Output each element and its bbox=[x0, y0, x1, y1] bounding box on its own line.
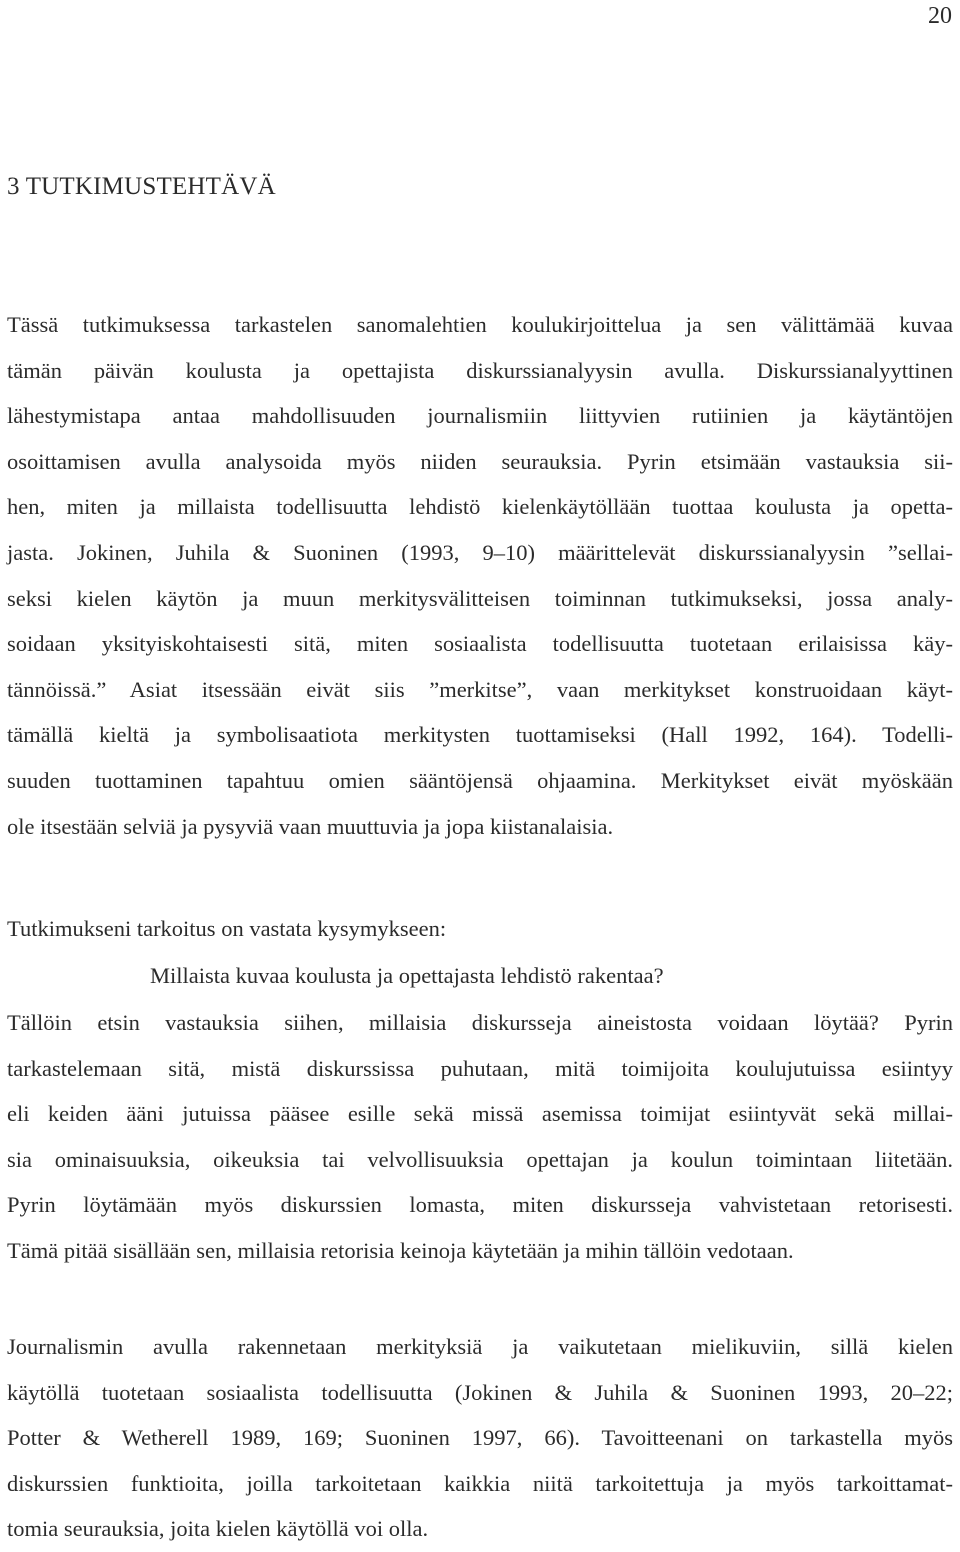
text-line: soidaan yksityiskohtaisesti sitä, miten sosiaalista todellisuutta tuotetaan erilaisissa käy- bbox=[7, 631, 953, 657]
research-question: Millaista kuvaa koulusta ja opettajasta lehdistö rakentaa? bbox=[150, 963, 664, 988]
paragraph-research-question-intro bbox=[7, 906, 953, 952]
text-line: ole itsestään selviä ja pysyviä vaan muuttuvia ja jopa kiistanalaisia. bbox=[7, 813, 614, 839]
text-line: tämällä kieltä ja symbolisaatiota merkitysten tuottamiseksi (Hall 1992, 164). Todelli- bbox=[7, 722, 953, 748]
text-line: eli keiden ääni jutuissa pääsee esille sekä missä asemissa toimijat esiintyvät sekä millai- bbox=[7, 1101, 953, 1127]
text-line: Pyrin löytämään myös diskurssien lomasta, miten diskursseja vahvistetaan retorisesti. bbox=[7, 1192, 953, 1218]
text-line: tämän päivän koulusta ja opettajista diskurssianalyysin avulla. Diskurssianalyyttinen bbox=[7, 357, 953, 383]
text-line: osoittamisen avulla analysoida myös niiden seurauksia. Pyrin etsimään vastauksia sii- bbox=[7, 448, 953, 474]
text-line: Tällöin etsin vastauksia siihen, millaisia diskursseja aineistosta voidaan löytää? Pyrin bbox=[7, 1010, 953, 1035]
text-line: Tutkimukseni tarkoitus on vastata kysymykseen: bbox=[7, 916, 447, 941]
text-line: suuden tuottaminen tapahtuu omien sääntöjensä ohjaamina. Merkitykset eivät myöskään bbox=[7, 767, 953, 793]
text-line: tomia seurauksia, joita kielen käytöllä voi olla. bbox=[7, 1516, 429, 1542]
text-line: käytöllä tuotetaan sosiaalista todellisuutta (Jokinen & Juhila & Suoninen 1993, 20–22; bbox=[7, 1379, 953, 1405]
text-line: jasta. Jokinen, Juhila & Suoninen (1993, 9–10) määrittelevät diskurssianalyysin ”sellai- bbox=[7, 539, 953, 565]
text-line: hen, miten ja millaista todellisuutta lehdistö kielenkäytöllään tuottaa koulusta ja opetta- bbox=[7, 494, 953, 520]
text-line: Tämä pitää sisällään sen, millaisia retorisia keinoja käytetään ja mihin tällöin vedotaan. bbox=[7, 1237, 794, 1263]
paragraph-journalism bbox=[7, 1324, 953, 1552]
page-number: 20 bbox=[928, 3, 952, 29]
chapter-heading: 3 TUTKIMUSTEHTÄVÄ bbox=[7, 173, 276, 200]
text-line: Potter & Wetherell 1989, 169; Suoninen 1997, 66). Tavoitteenani on tarkastella myös bbox=[7, 1425, 953, 1451]
text-line: lähestymistapa antaa mahdollisuuden journalismiin liittyvien rutiinien ja käytäntöjen bbox=[7, 403, 953, 429]
text-line: tarkastelemaan sitä, mistä diskurssissa puhutaan, mitä toimijoita koulujutuissa esiintyy bbox=[7, 1055, 953, 1081]
text-line: Tässä tutkimuksessa tarkastelen sanomalehtien koulukirjoittelua ja sen välittämää kuvaa bbox=[7, 312, 953, 337]
paragraph-intro bbox=[7, 302, 953, 849]
paragraph-research-method bbox=[7, 1000, 953, 1274]
text-line: Journalismin avulla rakennetaan merkityksiä ja vaikutetaan mielikuviin, sillä kielen bbox=[7, 1334, 953, 1359]
text-line: tännöissä.” Asiat itsessään eivät siis ”merkitse”, vaan merkitykset konstruoidaan käyt- bbox=[7, 676, 953, 702]
text-line: sia ominaisuuksia, oikeuksia tai velvollisuuksia opettajan ja koulun toimintaan liitetään. bbox=[7, 1146, 953, 1172]
text-line: seksi kielen käytön ja muun merkitysvälitteisen toiminnan tutkimukseksi, jossa analy- bbox=[7, 585, 953, 611]
text-line: diskurssien funktioita, joilla tarkoitetaan kaikkia niitä tarkoitettuja ja myös tarkoittamat- bbox=[7, 1470, 953, 1496]
